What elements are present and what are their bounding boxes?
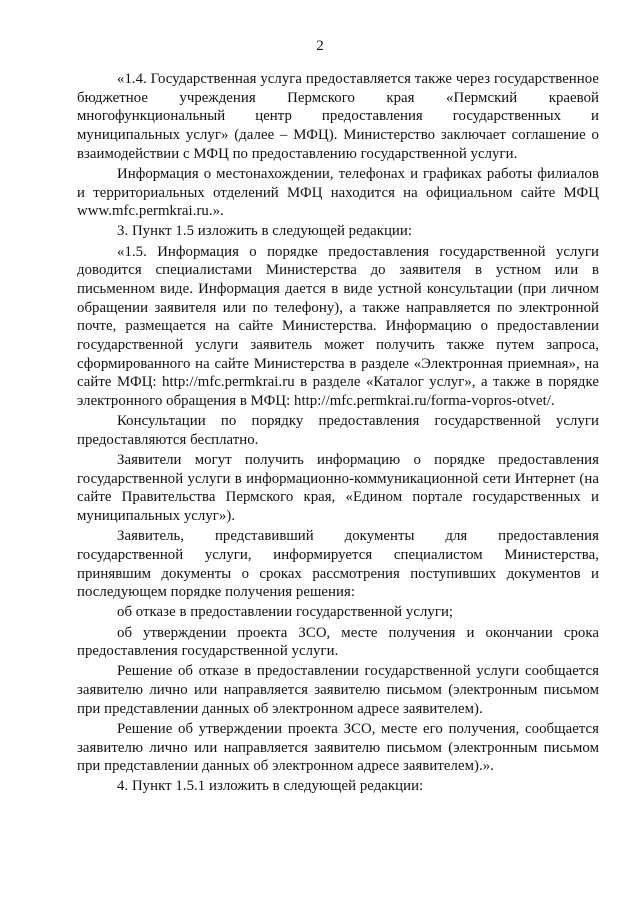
paragraph-approval-item: об утверждении проекта ЗСО, месте получения и окончании срока предоставления государственной услуги. (77, 624, 599, 660)
paragraph-1-4: «1.4. Государственная услуга предоставляется также через государственное бюджетное учреждения Пермского края «Пермский краевой многофункциональный центр предоставления государственных и муниципальных услуг» (далее – МФЦ). Министерство заключает соглашение о взаимодействии с МФЦ по предоставлению государственной услуги. (77, 71, 599, 162)
paragraph-applicants-info: Заявители могут получить информацию о порядке предоставления государственной услуги в информационно-коммуникационной сети Интернет (на сайте Правительства Пермского края, «Едином портале государственных и муниципальных услуг»). (77, 452, 599, 525)
paragraph-approval-decision: Решение об утверждении проекта ЗСО, месте его получения, сообщается заявителю лично или направляется заявителю письмом (электронным письмом при представлении данных об электронном адресе заявителем).». (77, 720, 599, 775)
document-body (77, 70, 599, 797)
paragraph-refusal-item: об отказе в предоставлении государственной услуги; (117, 604, 454, 621)
page-number: 2 (316, 38, 324, 54)
paragraph-refusal-decision: Решение об отказе в предоставлении государственной услуги сообщается заявителю лично или направляется заявителю письмом (электронным письмом при представлении данных об электронном адресе заявителем). (77, 663, 599, 717)
paragraph-item-4: 4. Пункт 1.5.1 изложить в следующей редакции: (117, 778, 424, 795)
paragraph-applicant-informed: Заявитель, представивший документы для предоставления государственной услуги, информируется специалистом Министерства, принявшим документы о сроках рассмотрения поступивших документов и последующем порядке получения решения: (77, 528, 599, 601)
paragraph-mfc-info: Информация о местонахождении, телефонах и графиках работы филиалов и территориальных отделений МФЦ находится на официальном сайте МФЦ www.mfc.permkrai.ru.». (77, 165, 599, 220)
paragraph-1-5: «1.5. Информация о порядке предоставления государственной услуги доводится специалистами Министерства до заявителя в устном или в письменном виде. Информация дается в виде устной консультации (при личном обращении заявителя или по телефону), а также направляется по электронной почте, размещается на сайте Министерства. Информацию о предоставлении государственной услуги заявитель может получить также путем запроса, сформированного на сайте Министерства в разделе «Электронная приемная», на сайте МФЦ: http://mfc.permkrai.ru в разделе «Каталог услуг», а также в порядке электронного обращения в МФЦ: http://mfc.permkrai.ru/forma-vopros-otvet/. (77, 243, 599, 410)
paragraph-consultations: Консультации по порядку предоставления государственной услуги предоставляются бесплатно. (77, 413, 599, 448)
paragraph-item-3: 3. Пункт 1.5 изложить в следующей редакции: (117, 223, 413, 240)
